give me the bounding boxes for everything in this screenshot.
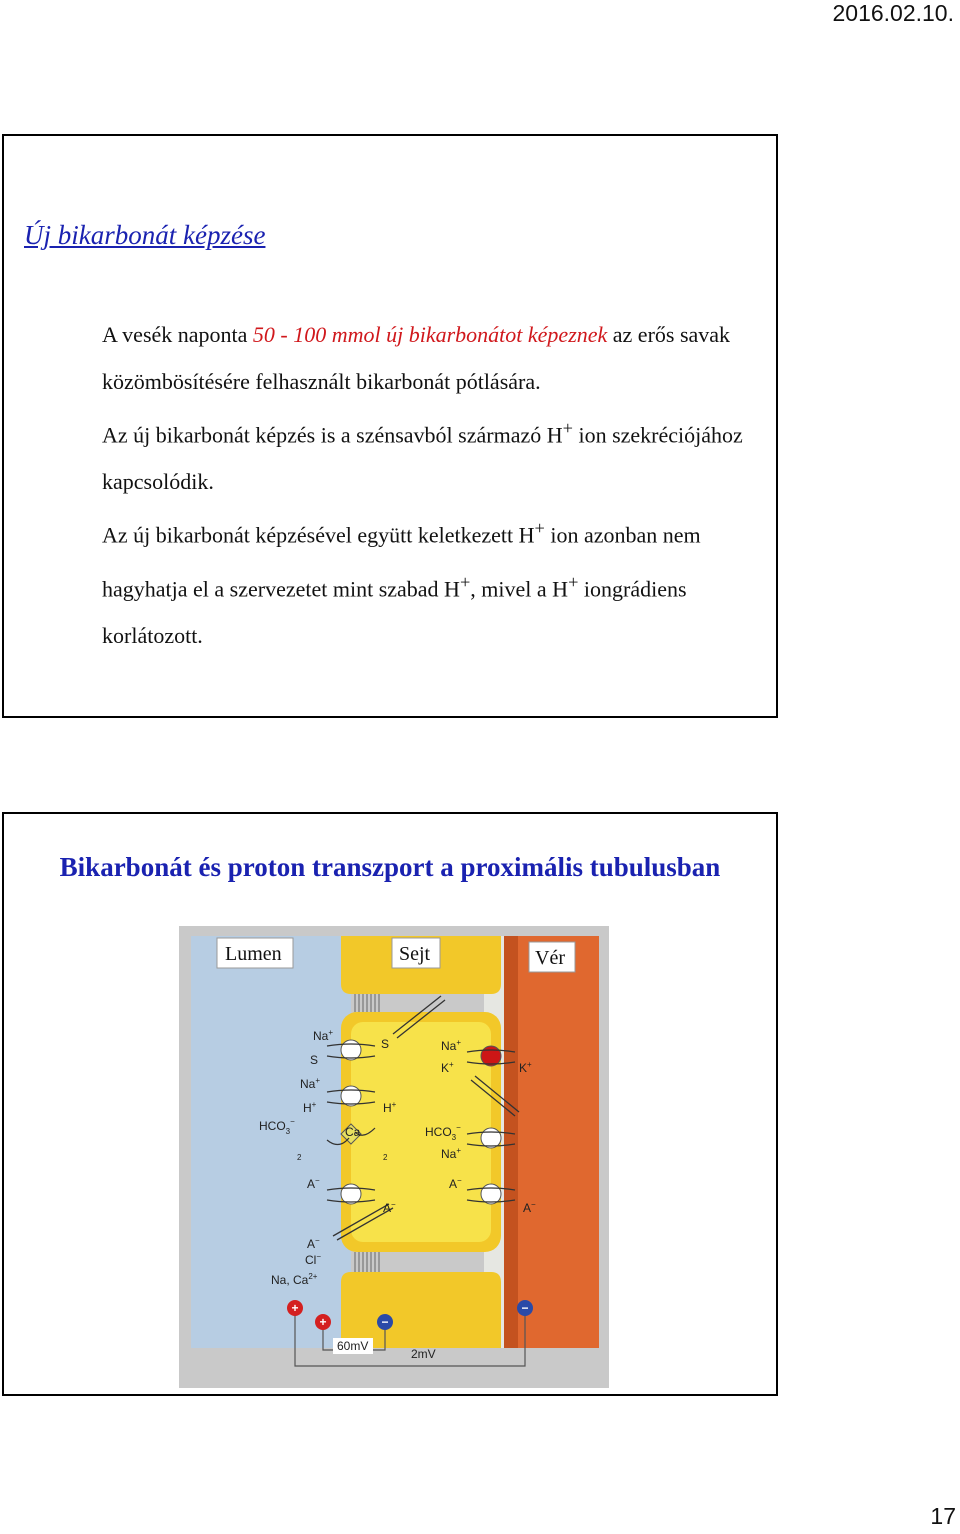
cell-cytoplasm: [351, 1022, 491, 1242]
text: ion szekréciójához kapcsolódik.: [102, 422, 743, 494]
label-na-ca: Na, $Ca^{2+}$: [271, 1272, 318, 1287]
page-number: 17: [930, 1503, 956, 1529]
label-co2: 2: [383, 1153, 388, 1162]
blood-label: Vér: [535, 947, 565, 969]
superscript: +: [568, 572, 579, 593]
label-co2: 2: [297, 1153, 302, 1162]
voltage-2mv: 2mV: [411, 1347, 436, 1361]
superscript: +: [459, 572, 471, 593]
label-cl: Cl−: [305, 1252, 322, 1267]
text: A vesék naponta: [102, 322, 253, 347]
paragraph-3: [102, 505, 772, 659]
superscript: +: [562, 418, 573, 438]
voltage-60mv: 60mV: [337, 1339, 369, 1353]
text: Az új bikarbonát képzésével együtt keletkezett H: [102, 522, 535, 548]
text: az erős savak közömbösítésére felhasznált bikarbonát pótlására.: [102, 322, 731, 394]
superscript: +: [534, 518, 545, 539]
label-h: H+: [303, 1100, 317, 1115]
cell-label: Sejt: [399, 943, 431, 965]
slide-new-bicarbonate: [2, 134, 778, 718]
na-s-cotransporter: [341, 1040, 361, 1060]
lower-cell: [341, 1272, 501, 1348]
label-k: K+: [519, 1060, 532, 1075]
blood-region: [504, 936, 599, 1348]
label-ca: Ca: [345, 1125, 361, 1139]
anion-transporter: [341, 1184, 361, 1204]
positive-sign: +: [319, 1315, 327, 1329]
na-hco3-cotransporter: [481, 1128, 501, 1148]
paragraph-2: [102, 405, 772, 505]
text: ion azonban nem hagyhatja el a szervezetet mint szabad H: [102, 522, 701, 602]
label-na: Na+: [313, 1028, 334, 1043]
negative-sign: −: [381, 1315, 389, 1329]
label-a: A−: [307, 1176, 320, 1191]
label-hco3: $HCO_3^-$: [425, 1123, 461, 1142]
label-k: K+: [441, 1060, 454, 1075]
negative-sign: −: [521, 1301, 529, 1315]
tight-junction-upper: [355, 994, 379, 1012]
slide-title: Új bikarbonát képzése: [24, 220, 266, 250]
label-a: A−: [383, 1200, 396, 1215]
text: , mivel a H: [470, 576, 569, 602]
date-header: 2016.02.10.: [832, 0, 954, 26]
label-hco3: $HCO_3^-$: [259, 1117, 295, 1136]
lumen-label: Lumen: [225, 943, 282, 965]
slide-title: Bikarbonát és proton transzport a proximális tubulusban: [59, 852, 721, 882]
label-na: Na+: [441, 1038, 462, 1053]
paragraph-1: [102, 312, 772, 405]
tight-junction-lower: [355, 1252, 379, 1272]
label-a: A−: [449, 1176, 462, 1191]
transport-diagram: [179, 926, 609, 1388]
label-a: A−: [307, 1236, 320, 1251]
text: Az új bikarbonát képzés is a szénsavból származó H: [102, 422, 563, 448]
positive-sign: +: [291, 1301, 299, 1315]
label-h: H+: [383, 1100, 397, 1115]
label-s: S: [310, 1053, 319, 1067]
slide-body-text: [102, 312, 772, 659]
label-na: Na+: [441, 1146, 462, 1161]
highlighted-text: 50 - 100 mmol új bikarbonátot képeznek: [252, 322, 608, 347]
blood-vessel-wall: [504, 936, 518, 1348]
slide-proximal-tubule-transport: [2, 812, 778, 1396]
label-na: Na+: [300, 1076, 321, 1091]
basolateral-anion-transporter: [481, 1184, 501, 1204]
label-a: A−: [523, 1200, 536, 1215]
label-s: S: [381, 1037, 390, 1051]
text: iongrádiens korlátozott.: [102, 576, 687, 648]
na-k-atpase: [481, 1046, 501, 1066]
na-h-exchanger: [341, 1086, 361, 1106]
